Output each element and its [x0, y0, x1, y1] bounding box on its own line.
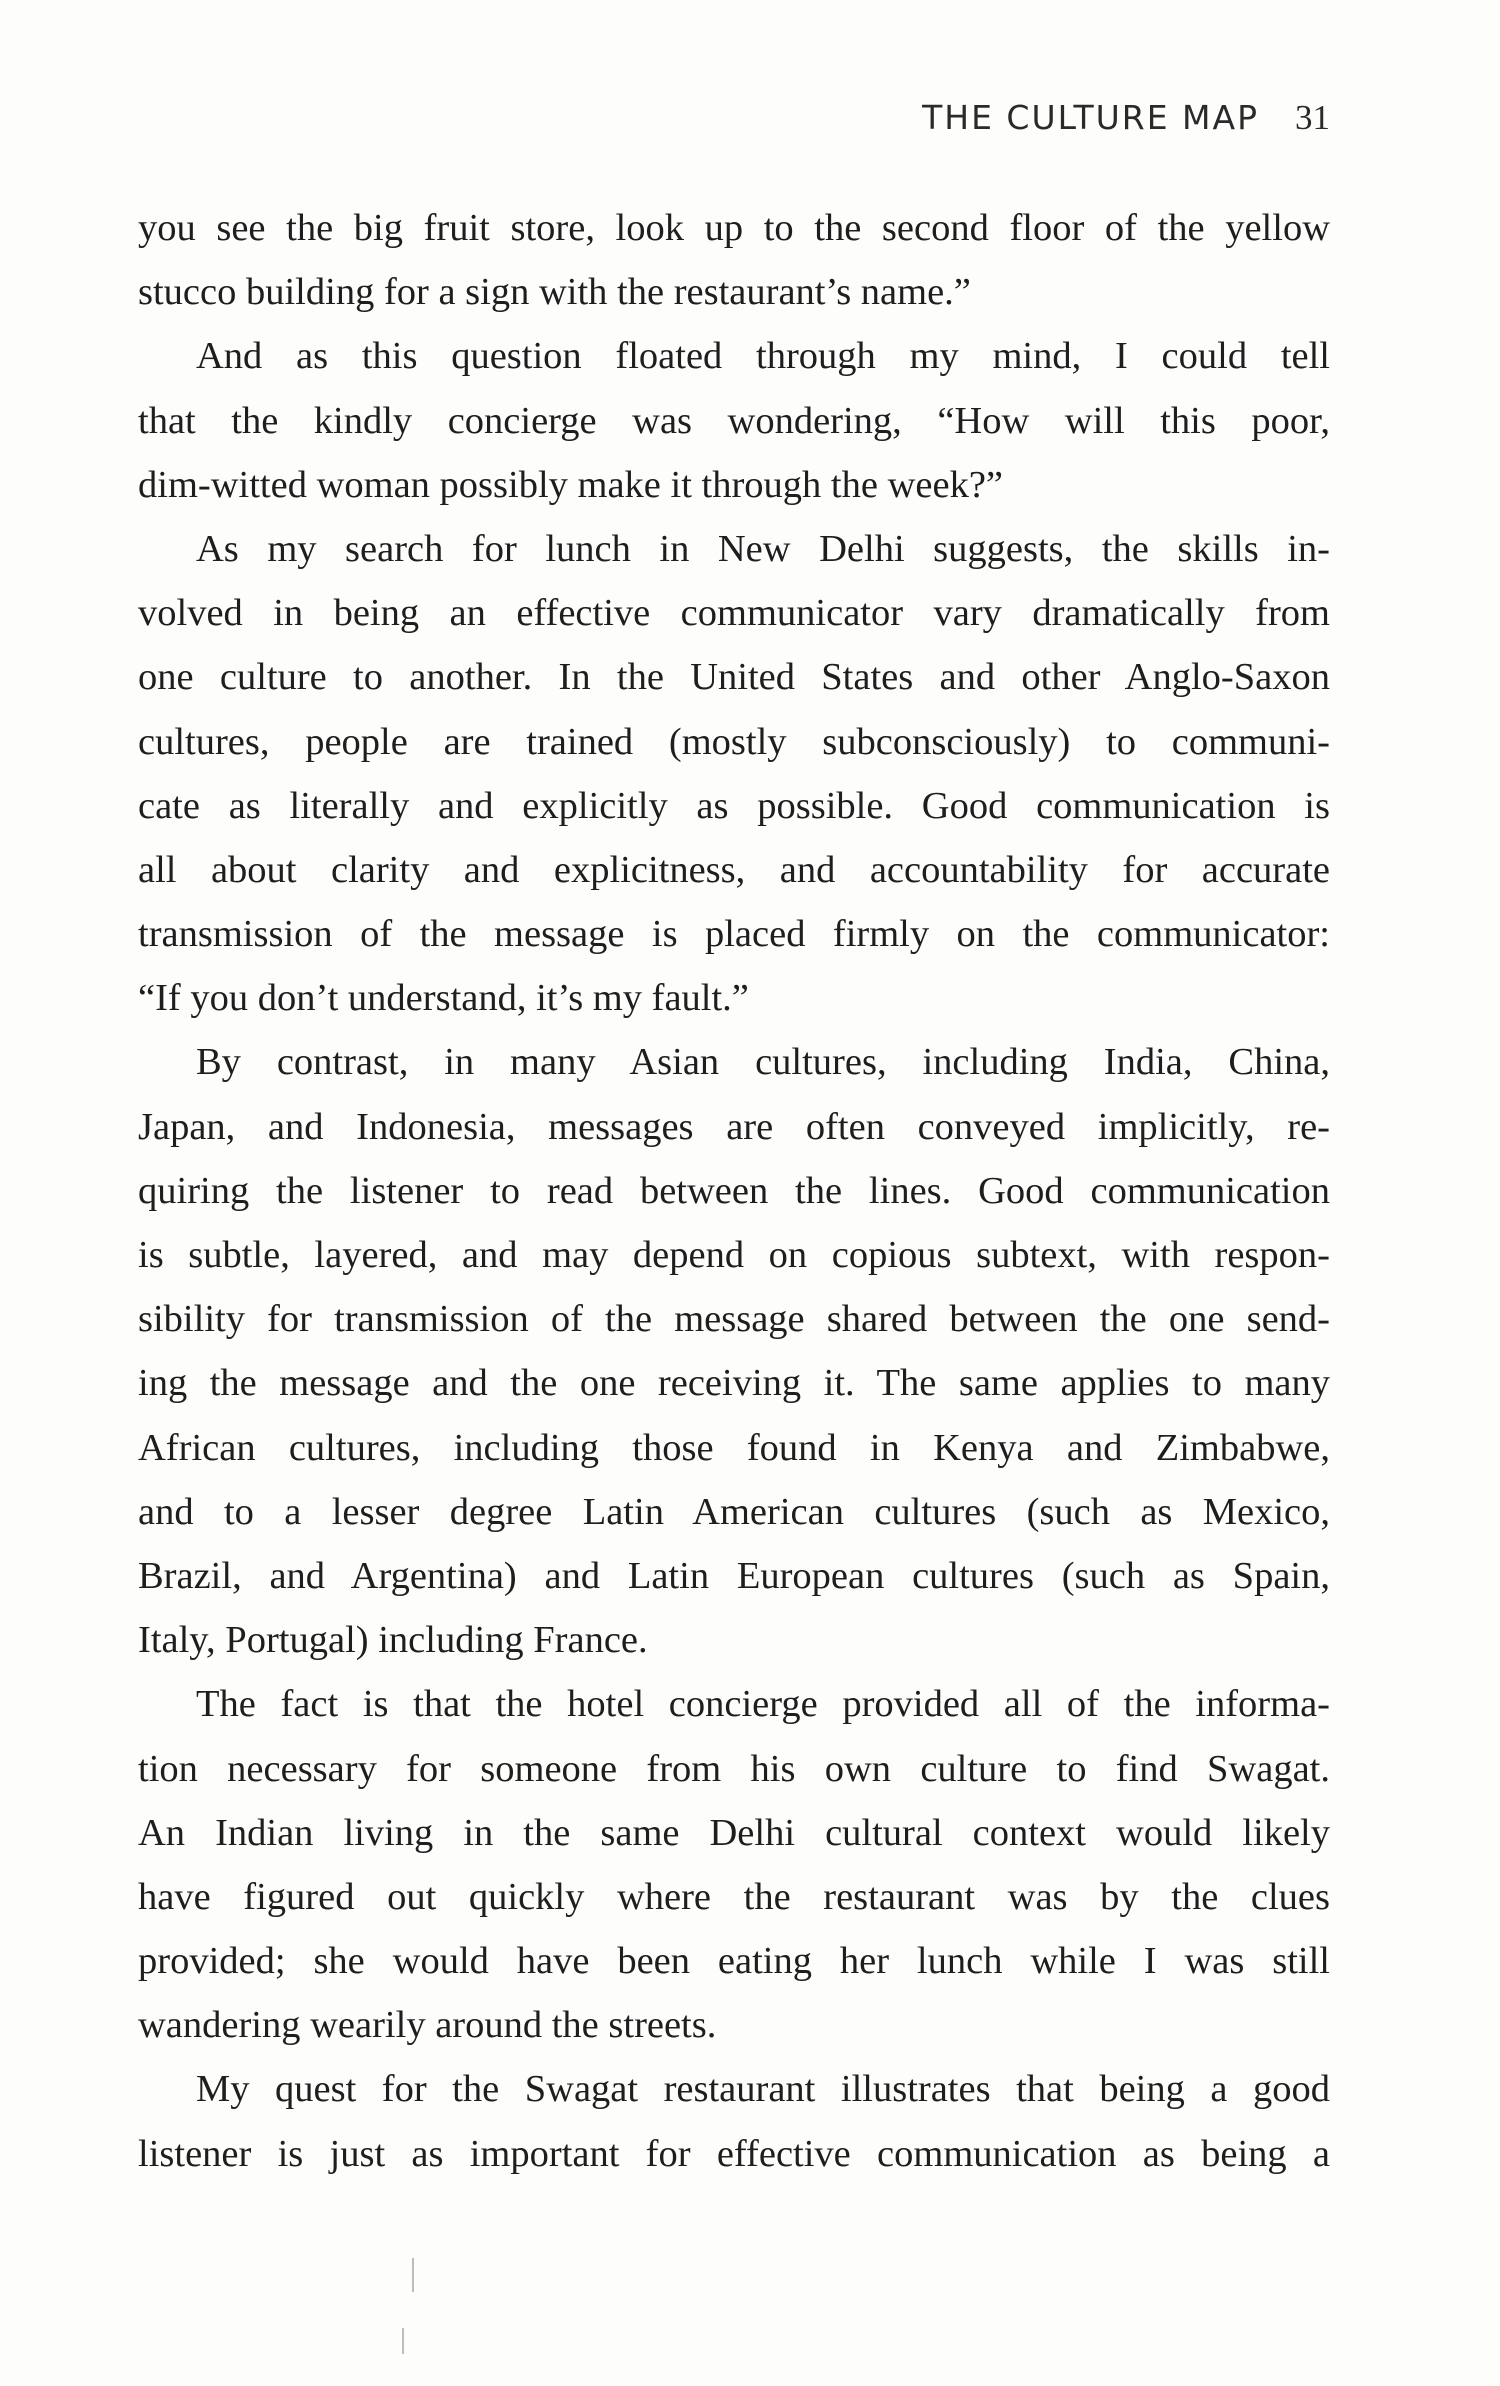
page-number: 31 [1295, 98, 1330, 137]
text-line: The fact is that the hotel concierge provided all of the informa- [196, 1683, 1330, 1726]
running-head-title: THE CULTURE MAP [922, 98, 1259, 137]
paragraph [138, 196, 1330, 324]
paragraph [138, 517, 1330, 1031]
text-line: dim-witted woman possibly make it through the week?” [138, 463, 1003, 506]
text-line: transmission of the message is placed firmly on the communicator: [138, 913, 1330, 956]
scan-artifact-mark [412, 2258, 414, 2292]
text-line: cate as literally and explicitly as possible. Good communication is [138, 784, 1330, 827]
paragraph [138, 324, 1330, 517]
text-line: you see the big fruit store, look up to the second floor of the yellow [138, 207, 1330, 249]
text-line: By contrast, in many Asian cultures, including India, China, [196, 1041, 1330, 1084]
paragraph [138, 2057, 1330, 2185]
text-line: African cultures, including those found in Kenya and Zimbabwe, [138, 1426, 1330, 1469]
text-line: that the kindly concierge was wondering, “How will this poor, [138, 399, 1330, 442]
text-line: have figured out quickly where the restaurant was by the clues [138, 1875, 1330, 1918]
text-line: ing the message and the one receiving it. The same applies to many [138, 1362, 1330, 1405]
text-line: And as this question floated through my mind, I could tell [196, 335, 1330, 378]
text-line: listener is just as important for effective communication as being a [138, 2132, 1330, 2175]
text-line: one culture to another. In the United States and other Anglo-Saxon [138, 656, 1330, 699]
text-line: volved in being an effective communicator vary dramatically from [138, 592, 1330, 635]
text-line: tion necessary for someone from his own culture to find Swagat. [138, 1747, 1330, 1790]
running-head [138, 98, 1330, 138]
text-line: Brazil, and Argentina) and Latin European cultures (such as Spain, [138, 1554, 1330, 1597]
text-line: Italy, Portugal) including France. [138, 1619, 648, 1662]
paragraph [138, 1030, 1330, 1672]
text-line: is subtle, layered, and may depend on copious subtext, with respon- [138, 1234, 1330, 1276]
text-line: “If you don’t understand, it’s my fault.” [138, 977, 749, 1020]
text-line: An Indian living in the same Delhi cultural context would likely [138, 1811, 1330, 1854]
text-line: quiring the listener to read between the lines. Good communication [138, 1169, 1330, 1212]
text-line: and to a lesser degree Latin American cultures (such as Mexico, [138, 1490, 1330, 1533]
text-line: provided; she would have been eating her lunch while I was still [138, 1940, 1330, 1983]
text-line: cultures, people are trained (mostly subconsciously) to communi- [138, 720, 1330, 763]
scan-artifact-mark [402, 2328, 404, 2354]
text-line: Japan, and Indonesia, messages are often conveyed implicitly, re- [138, 1105, 1330, 1148]
text-line: all about clarity and explicitness, and accountability for accurate [138, 848, 1330, 891]
text-line: sibility for transmission of the message shared between the one send- [138, 1298, 1330, 1341]
body-text [138, 196, 1330, 2186]
text-line: wandering wearily around the streets. [138, 2004, 717, 2047]
text-line: stucco building for a sign with the restaurant’s name.” [138, 271, 971, 314]
text-line: As my search for lunch in New Delhi suggests, the skills in- [196, 527, 1330, 570]
text-line: My quest for the Swagat restaurant illustrates that being a good [196, 2068, 1330, 2111]
paragraph [138, 1672, 1330, 2057]
